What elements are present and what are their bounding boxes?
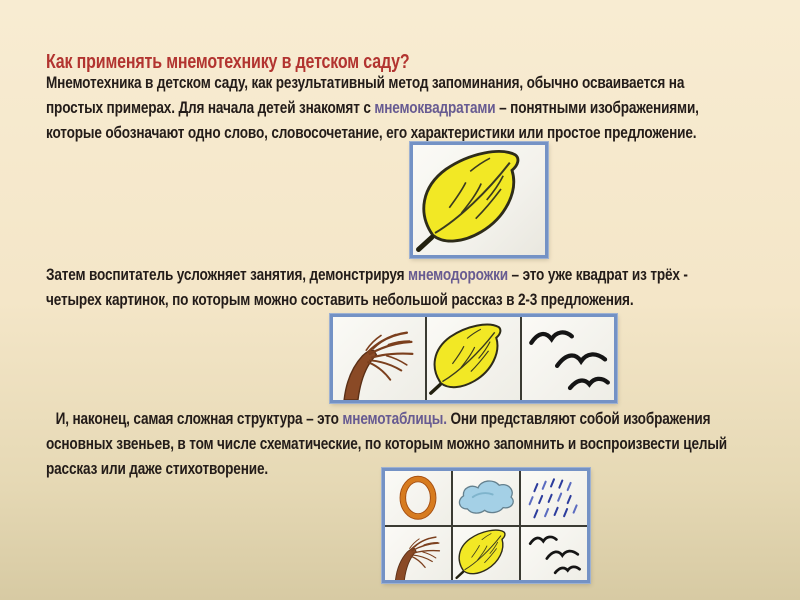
mnemotrack-image	[330, 314, 617, 403]
tree-drawing	[333, 317, 427, 400]
leaf-drawing	[413, 145, 545, 255]
paragraph-text: Мнемотехника в детском саду, как результативный метод запоминания, обычно осваивается на простых примерах. Для начала детей знакомят с	[46, 73, 685, 117]
paragraph-mnemosquares	[46, 70, 744, 145]
paragraph-text: Они представляют собой изображения основных звеньев, в том числе схематические, по которым можно запомнить и воспроизвести целый рассказ или даже стихотворение.	[46, 409, 727, 478]
keyword-mnemotracks: мнемодорожки	[407, 265, 508, 284]
rain-drawing	[521, 471, 587, 525]
keyword-mnemosquares: мнемоквадратами	[374, 98, 496, 117]
birds-drawing	[522, 317, 614, 400]
paragraph-text: – это уже квадрат из трёх - четырех картинок, по которым можно составить небольшой рассказ в 2-3 предложения.	[46, 265, 688, 309]
paragraph-text: – понятными изображениями, которые обозначают одно слово, словосочетание, его характеристики или простое предложение.	[46, 98, 699, 142]
birds-drawing	[521, 527, 587, 581]
mnemotable-image	[382, 468, 590, 583]
keyword-mnemotables: мнемотаблицы.	[342, 409, 447, 428]
paragraph-text: Затем воспитатель усложняет занятия, демонстрируя	[46, 265, 408, 284]
slide-title: Как применять мнемотехнику в детском саду?	[46, 51, 410, 74]
leaf-drawing	[427, 317, 521, 400]
mnemosquare-image	[410, 142, 548, 258]
cloud-drawing	[453, 471, 519, 525]
paragraph-text: И, наконец, самая сложная структура – это	[55, 409, 343, 428]
tree-drawing	[385, 527, 451, 581]
ring-drawing	[385, 471, 451, 525]
leaf-drawing	[453, 527, 519, 581]
paragraph-mnemotracks	[46, 262, 744, 312]
